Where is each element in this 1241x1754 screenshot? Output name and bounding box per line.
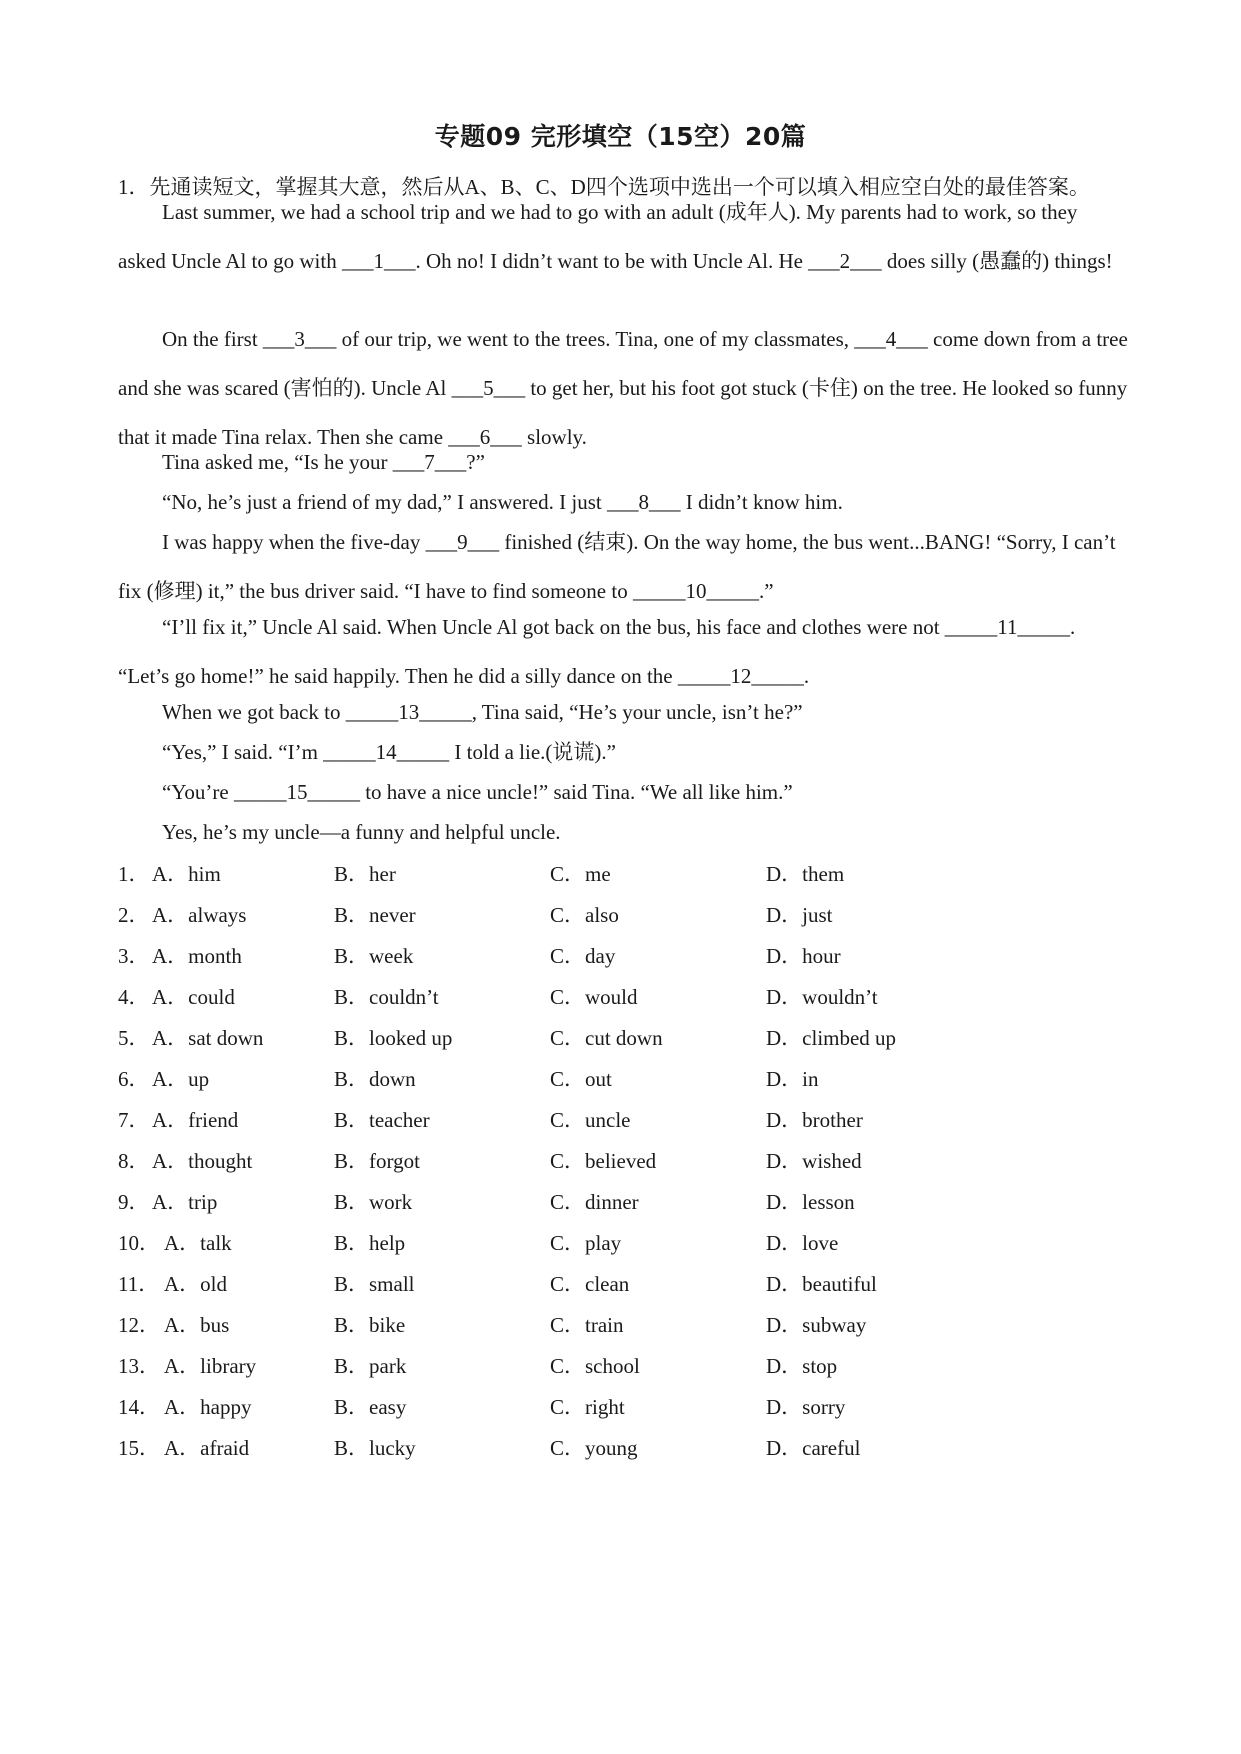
option-d[interactable]: D．brother xyxy=(766,1108,863,1132)
option-row xyxy=(118,1104,1118,1144)
option-a[interactable]: A．thought xyxy=(152,1149,253,1173)
option-row xyxy=(118,1186,1118,1226)
option-b[interactable]: B．forgot xyxy=(334,1149,420,1173)
option-a[interactable]: A．could xyxy=(152,985,235,1009)
option-c[interactable]: C．would xyxy=(550,985,638,1009)
option-d[interactable]: D．wished xyxy=(766,1149,862,1173)
option-a[interactable]: A．him xyxy=(152,862,221,886)
question-number: 3． xyxy=(118,944,150,968)
paragraph-text: “No, he’s just a friend of my dad,” I answered. I just ___8___ I didn’t know him. xyxy=(162,490,843,514)
option-d[interactable]: D．wouldn’t xyxy=(766,985,878,1009)
option-c[interactable]: C．clean xyxy=(550,1272,630,1296)
paragraph-text: Last summer, we had a school trip and we had to go with an adult (成年人). My parents had to work, so they asked Uncle Al to go with ___1___. Oh no! I didn’t want to be with Uncle Al. He ___2___ does silly (愚蠢的) things! xyxy=(118,200,1113,273)
question-number: 14． xyxy=(118,1395,160,1419)
paragraph-text: “I’ll fix it,” Uncle Al said. When Uncle Al got back on the bus, his face and clothes were not _____11_____. “Let’s go home!” he said happily. Then he did a silly dance on the _____12_____. xyxy=(118,615,1076,688)
option-a[interactable]: A．bus xyxy=(164,1313,230,1337)
option-d[interactable]: D．beautiful xyxy=(766,1272,877,1296)
option-row xyxy=(118,1145,1118,1185)
question-number: 11． xyxy=(118,1272,160,1296)
question-number: 1． xyxy=(118,862,150,886)
option-d[interactable]: D．climbed up xyxy=(766,1026,897,1050)
option-a[interactable]: A．talk xyxy=(164,1231,232,1255)
option-a[interactable]: A．friend xyxy=(152,1108,239,1132)
paragraph-text: Tina asked me, “Is he your ___7___?” xyxy=(162,450,485,474)
option-row xyxy=(118,981,1118,1021)
option-b[interactable]: B．never xyxy=(334,903,416,927)
option-b[interactable]: B．park xyxy=(334,1354,407,1378)
option-a[interactable]: A．always xyxy=(152,903,247,927)
option-row xyxy=(118,1309,1118,1349)
option-d[interactable]: D．just xyxy=(766,903,833,927)
question-number: 8． xyxy=(118,1149,150,1173)
question-number: 6． xyxy=(118,1067,150,1091)
option-c[interactable]: C．right xyxy=(550,1395,625,1419)
option-d[interactable]: D．careful xyxy=(766,1436,861,1460)
question-instruction: 1．先通读短文，掌握其大意，然后从A、B、C、D四个选项中选出一个可以填入相应空白处的最佳答案。 xyxy=(118,175,1090,199)
option-c[interactable]: C．out xyxy=(550,1067,612,1091)
question-number: 9． xyxy=(118,1190,150,1214)
option-d[interactable]: D．subway xyxy=(766,1313,867,1337)
option-b[interactable]: B．bike xyxy=(334,1313,406,1337)
option-a[interactable]: A．library xyxy=(164,1354,257,1378)
option-c[interactable]: C．also xyxy=(550,903,619,927)
document-title: 专题09 完形填空（15空）20篇 xyxy=(434,122,807,151)
passage-paragraph xyxy=(118,518,1128,616)
question-number: 5． xyxy=(118,1026,150,1050)
option-b[interactable]: B．easy xyxy=(334,1395,407,1419)
passage-paragraph xyxy=(118,603,1128,701)
option-a[interactable]: A．up xyxy=(152,1067,210,1091)
option-b[interactable]: B．help xyxy=(334,1231,406,1255)
option-a[interactable]: A．happy xyxy=(164,1395,252,1419)
option-d[interactable]: D．love xyxy=(766,1231,839,1255)
option-a[interactable]: A．month xyxy=(152,944,242,968)
passage-paragraph xyxy=(118,188,1128,286)
option-b[interactable]: B．couldn’t xyxy=(334,985,439,1009)
option-row xyxy=(118,940,1118,980)
option-a[interactable]: A．trip xyxy=(152,1190,218,1214)
paragraph-text: “Yes,” I said. “I’m _____14_____ I told a lie.(说谎).” xyxy=(162,740,616,764)
option-b[interactable]: B．her xyxy=(334,862,396,886)
option-row xyxy=(118,1227,1118,1267)
option-d[interactable]: D．hour xyxy=(766,944,841,968)
option-row xyxy=(118,1350,1118,1390)
option-d[interactable]: D．sorry xyxy=(766,1395,846,1419)
question-number: 13． xyxy=(118,1354,160,1378)
option-b[interactable]: B．lucky xyxy=(334,1436,416,1460)
option-c[interactable]: C．uncle xyxy=(550,1108,631,1132)
option-row xyxy=(118,1022,1118,1062)
option-row xyxy=(118,1063,1118,1103)
option-b[interactable]: B．work xyxy=(334,1190,413,1214)
option-a[interactable]: A．afraid xyxy=(164,1436,250,1460)
option-c[interactable]: C．play xyxy=(550,1231,622,1255)
option-a[interactable]: A．sat down xyxy=(152,1026,264,1050)
option-d[interactable]: D．stop xyxy=(766,1354,838,1378)
paragraph-text: When we got back to _____13_____, Tina said, “He’s your uncle, isn’t he?” xyxy=(162,700,803,724)
option-a[interactable]: A．old xyxy=(164,1272,227,1296)
option-d[interactable]: D．lesson xyxy=(766,1190,855,1214)
option-row xyxy=(118,1391,1118,1431)
option-row xyxy=(118,1432,1118,1472)
question-number: 7． xyxy=(118,1108,150,1132)
option-row xyxy=(118,858,1118,898)
option-b[interactable]: B．week xyxy=(334,944,414,968)
paragraph-text: Yes, he’s my uncle—a funny and helpful uncle. xyxy=(162,820,561,844)
paragraph-text: I was happy when the five-day ___9___ finished (结束). On the way home, the bus went...BANG! “Sorry, I can’t fix (修理) it,” the bus driver said. “I have to find someone to _____10_____.” xyxy=(118,530,1116,603)
passage-paragraph xyxy=(118,808,1128,857)
option-c[interactable]: C．school xyxy=(550,1354,640,1378)
option-c[interactable]: C．believed xyxy=(550,1149,657,1173)
option-c[interactable]: C．young xyxy=(550,1436,638,1460)
option-b[interactable]: B．teacher xyxy=(334,1108,430,1132)
option-d[interactable]: D．in xyxy=(766,1067,819,1091)
option-c[interactable]: C．train xyxy=(550,1313,624,1337)
option-d[interactable]: D．them xyxy=(766,862,845,886)
option-c[interactable]: C．cut down xyxy=(550,1026,663,1050)
question-number: 2． xyxy=(118,903,150,927)
option-c[interactable]: C．day xyxy=(550,944,616,968)
option-row xyxy=(118,899,1118,939)
option-row xyxy=(118,1268,1118,1308)
option-b[interactable]: B．down xyxy=(334,1067,416,1091)
question-number: 10． xyxy=(118,1231,160,1255)
option-c[interactable]: C．me xyxy=(550,862,611,886)
option-b[interactable]: B．small xyxy=(334,1272,415,1296)
question-number: 12． xyxy=(118,1313,160,1337)
paragraph-text: “You’re _____15_____ to have a nice uncle!” said Tina. “We all like him.” xyxy=(162,780,793,804)
option-b[interactable]: B．looked up xyxy=(334,1026,453,1050)
paragraph-text: On the first ___3___ of our trip, we went to the trees. Tina, one of my classmates, ___4___ come down from a tree and she was scared (害怕的). Uncle Al ___5___ to get her, but his foot got stuck (卡住) on the tree. He looked so funny that it made Tina relax. Then she came ___6___ slowly. xyxy=(118,327,1128,449)
question-number: 4． xyxy=(118,985,150,1009)
question-number: 15． xyxy=(118,1436,160,1460)
option-c[interactable]: C．dinner xyxy=(550,1190,639,1214)
